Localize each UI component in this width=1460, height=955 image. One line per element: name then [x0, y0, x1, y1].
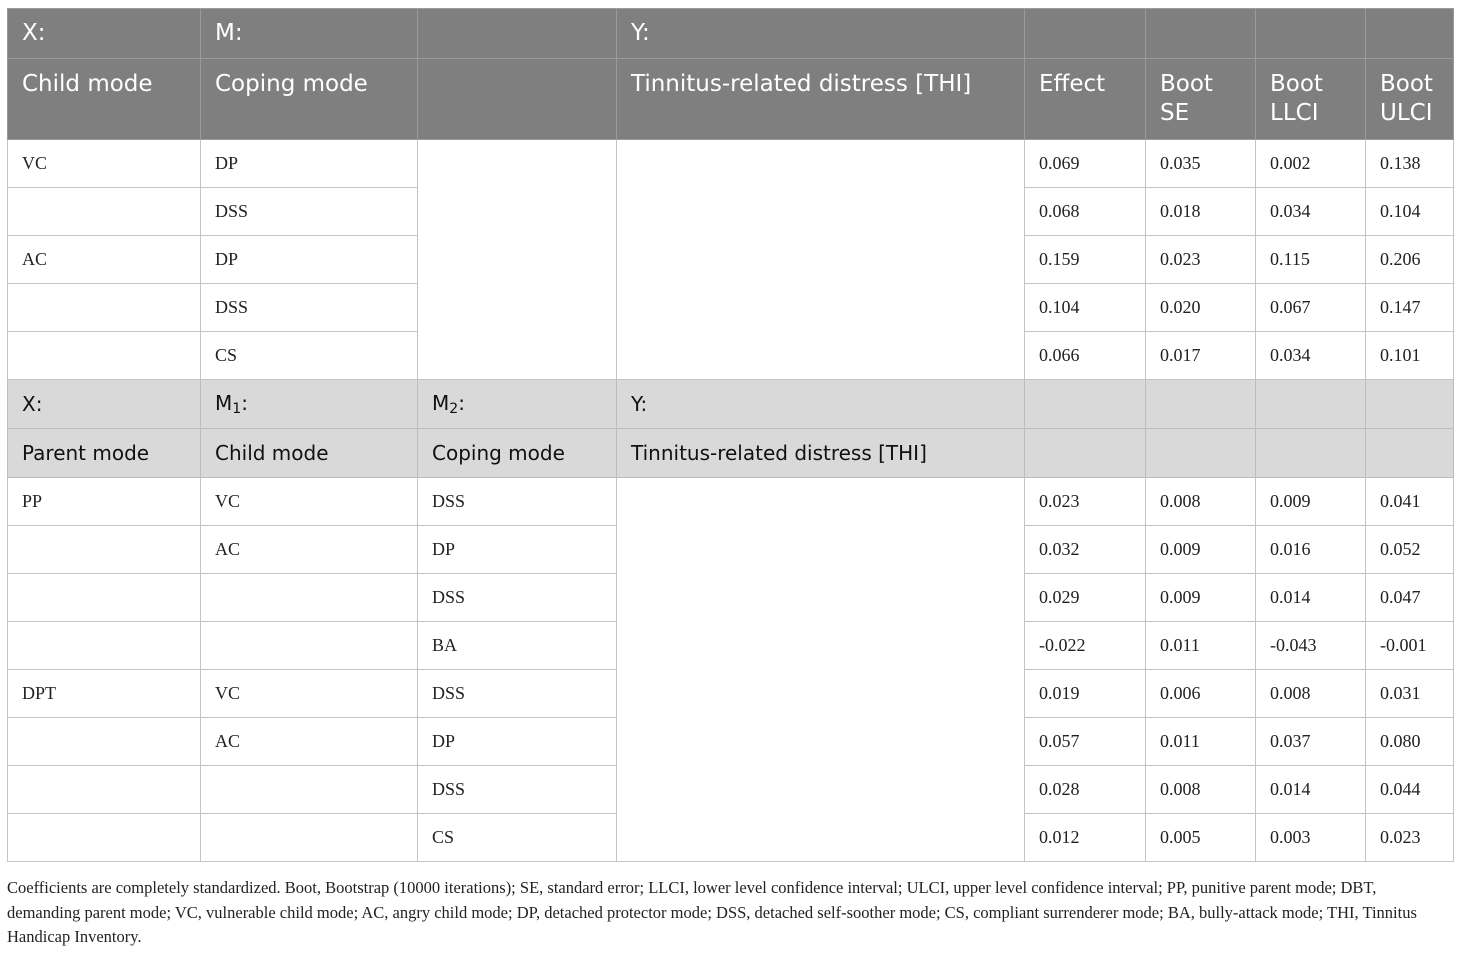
- table-row: [8, 140, 1454, 188]
- table-cell: VC: [201, 478, 418, 526]
- table-cell: 0.066: [1025, 332, 1146, 380]
- table-cell: [8, 526, 201, 574]
- table-cell: 0.005: [1146, 814, 1256, 862]
- table-row: [8, 478, 1454, 526]
- table-cell: 0.011: [1146, 718, 1256, 766]
- table-cell: 0.012: [1025, 814, 1146, 862]
- table-cell: 0.023: [1366, 814, 1454, 862]
- table-cell: 0.003: [1256, 814, 1366, 862]
- table-footnote: Coefficients are completely standardized. Boot, Bootstrap (10000 iterations); SE, standard error; LLCI, lower level confidence interval; ULCI, upper level confidence interval; PP, punitive parent mode; DBT, demanding parent mode; VC, vulnerable child mode; AC, angry child mode; DP, detached protector mode; DSS, detached self-soother mode; CS, compliant surrenderer mode; BA, bully-attack mode; THI, Tinnitus Handicap Inventory.: [7, 878, 1417, 946]
- header-cell: X:: [8, 9, 201, 59]
- table-cell: -0.043: [1256, 622, 1366, 670]
- header-cell: [1366, 9, 1454, 59]
- header-cell: Effect: [1025, 59, 1146, 140]
- table-cell: DPT: [8, 670, 201, 718]
- subheader-cell-empty: [1256, 429, 1366, 478]
- table-cell: 0.023: [1025, 478, 1146, 526]
- subheader-cell: Coping mode: [418, 429, 617, 478]
- table-cell: DSS: [418, 766, 617, 814]
- table-cell: 0.147: [1366, 284, 1454, 332]
- header-cell: Y:: [617, 9, 1025, 59]
- subheader-cell-m2: [418, 380, 617, 429]
- header-cell: [1256, 9, 1366, 59]
- table-cell: 0.016: [1256, 526, 1366, 574]
- table-cell: 0.019: [1025, 670, 1146, 718]
- m2-subscript: 2: [449, 401, 459, 417]
- table-cell: 0.052: [1366, 526, 1454, 574]
- table-cell: CS: [418, 814, 617, 862]
- table-cell: -0.022: [1025, 622, 1146, 670]
- subheader-cell: Parent mode: [8, 429, 201, 478]
- subheader-cell: X:: [8, 380, 201, 429]
- header-cell: [1146, 9, 1256, 59]
- colon: :: [458, 391, 465, 415]
- header-cell: [1025, 9, 1146, 59]
- table-cell: DP: [201, 140, 418, 188]
- table-cell: 0.101: [1366, 332, 1454, 380]
- header-row-1: [8, 9, 1454, 59]
- m1-subscript: 1: [232, 401, 242, 417]
- table-cell: DP: [418, 718, 617, 766]
- results-table-container: [7, 8, 1453, 862]
- subheader-row-1: [8, 380, 1454, 429]
- table-cell: [201, 766, 418, 814]
- table-cell: [8, 718, 201, 766]
- subheader-cell-m1: [201, 380, 418, 429]
- subheader-cell: Child mode: [201, 429, 418, 478]
- table-cell: BA: [418, 622, 617, 670]
- subheader-row-2: [8, 429, 1454, 478]
- table-cell: 0.057: [1025, 718, 1146, 766]
- table-cell: VC: [8, 140, 201, 188]
- table-cell: 0.104: [1025, 284, 1146, 332]
- table-cell: DSS: [418, 670, 617, 718]
- table-cell: 0.028: [1025, 766, 1146, 814]
- table-cell: 0.009: [1146, 574, 1256, 622]
- subheader-cell-empty: [1146, 429, 1256, 478]
- empty-merged-cell: [418, 140, 617, 380]
- table-cell: 0.002: [1256, 140, 1366, 188]
- header-cell: Boot ULCI: [1366, 59, 1454, 140]
- table-cell: AC: [201, 526, 418, 574]
- table-cell: 0.006: [1146, 670, 1256, 718]
- table-cell: 0.018: [1146, 188, 1256, 236]
- table-cell: 0.206: [1366, 236, 1454, 284]
- table-cell: 0.009: [1256, 478, 1366, 526]
- mediation-results-table: [7, 8, 1454, 862]
- table-cell: [8, 766, 201, 814]
- table-cell: 0.017: [1146, 332, 1256, 380]
- table-cell: 0.115: [1256, 236, 1366, 284]
- table-cell: [201, 814, 418, 862]
- table-cell: [8, 284, 201, 332]
- header-cell: Boot SE: [1146, 59, 1256, 140]
- table-cell: [8, 332, 201, 380]
- table-cell: DSS: [201, 284, 418, 332]
- table-cell: DP: [418, 526, 617, 574]
- header-cell: Child mode: [8, 59, 201, 140]
- header-cell: [418, 9, 617, 59]
- table-cell: CS: [201, 332, 418, 380]
- table-cell: [201, 622, 418, 670]
- subheader-cell: Tinnitus-related distress [THI]: [617, 429, 1025, 478]
- table-cell: [8, 574, 201, 622]
- header-cell: [418, 59, 617, 140]
- table-cell: PP: [8, 478, 201, 526]
- table-cell: 0.023: [1146, 236, 1256, 284]
- header-cell: M:: [201, 9, 418, 59]
- header-row-2: [8, 59, 1454, 140]
- table-cell: DP: [201, 236, 418, 284]
- subheader-cell-empty: [1256, 380, 1366, 429]
- table-cell: 0.008: [1256, 670, 1366, 718]
- table-cell: [201, 574, 418, 622]
- table-cell: 0.044: [1366, 766, 1454, 814]
- subheader-cell-empty: [1146, 380, 1256, 429]
- table-cell: 0.008: [1146, 478, 1256, 526]
- table-cell: 0.032: [1025, 526, 1146, 574]
- subheader-cell-empty: [1366, 380, 1454, 429]
- table-cell: 0.035: [1146, 140, 1256, 188]
- table-cell: VC: [201, 670, 418, 718]
- table-cell: 0.080: [1366, 718, 1454, 766]
- table-cell: 0.011: [1146, 622, 1256, 670]
- subheader-cell-empty: [1366, 429, 1454, 478]
- table-cell: 0.014: [1256, 766, 1366, 814]
- table-cell: 0.029: [1025, 574, 1146, 622]
- table-cell: 0.034: [1256, 332, 1366, 380]
- table-cell: -0.001: [1366, 622, 1454, 670]
- table-cell: DSS: [201, 188, 418, 236]
- table-cell: [8, 814, 201, 862]
- table-cell: 0.159: [1025, 236, 1146, 284]
- header-cell: Coping mode: [201, 59, 418, 140]
- table-cell: 0.068: [1025, 188, 1146, 236]
- table-cell: 0.041: [1366, 478, 1454, 526]
- colon: :: [241, 391, 248, 415]
- table-cell: 0.008: [1146, 766, 1256, 814]
- empty-merged-cell: [617, 478, 1025, 862]
- table-cell: [8, 622, 201, 670]
- m2-label: M: [432, 391, 450, 415]
- table-cell: 0.020: [1146, 284, 1256, 332]
- table-cell: 0.014: [1256, 574, 1366, 622]
- empty-merged-cell: [617, 140, 1025, 380]
- header-cell: Tinnitus-related distress [THI]: [617, 59, 1025, 140]
- table-cell: 0.069: [1025, 140, 1146, 188]
- table-cell: AC: [8, 236, 201, 284]
- subheader-cell: Y:: [617, 380, 1025, 429]
- table-cell: 0.034: [1256, 188, 1366, 236]
- table-cell: AC: [201, 718, 418, 766]
- table-cell: 0.031: [1366, 670, 1454, 718]
- header-cell: Boot LLCI: [1256, 59, 1366, 140]
- table-cell: 0.009: [1146, 526, 1256, 574]
- table-cell: [8, 188, 201, 236]
- m1-label: M: [215, 391, 233, 415]
- table-cell: DSS: [418, 478, 617, 526]
- subheader-cell-empty: [1025, 429, 1146, 478]
- table-cell: 0.104: [1366, 188, 1454, 236]
- table-cell: 0.067: [1256, 284, 1366, 332]
- table-cell: DSS: [418, 574, 617, 622]
- table-cell: 0.037: [1256, 718, 1366, 766]
- subheader-cell-empty: [1025, 380, 1146, 429]
- table-cell: 0.138: [1366, 140, 1454, 188]
- table-cell: 0.047: [1366, 574, 1454, 622]
